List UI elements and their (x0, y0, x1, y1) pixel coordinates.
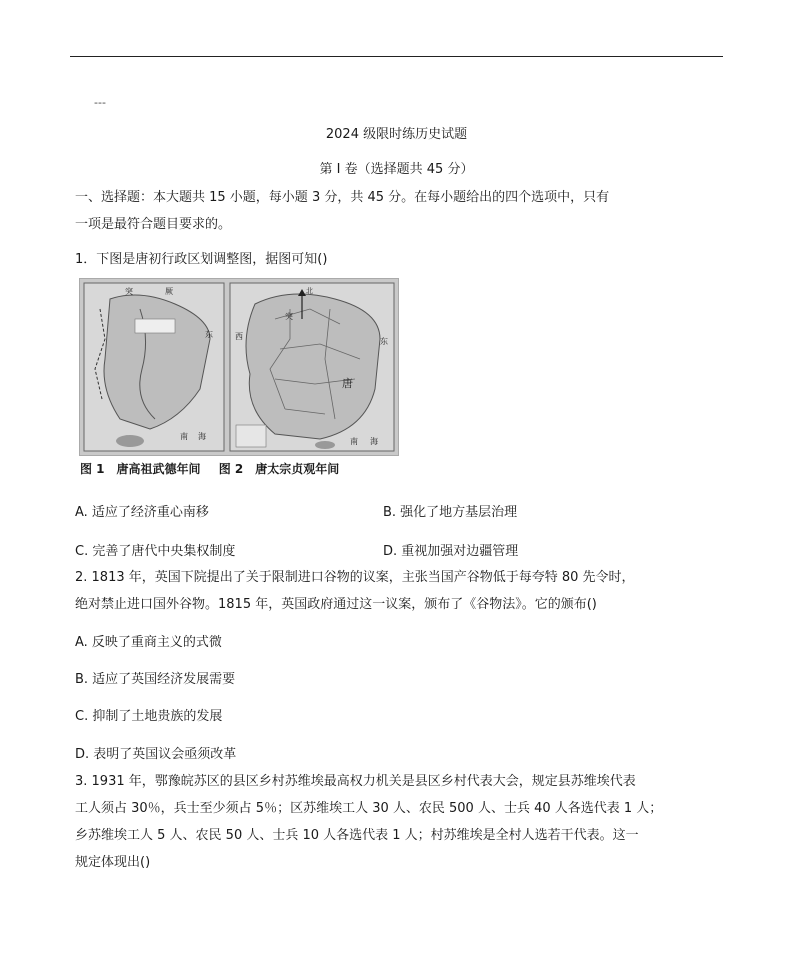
q1-option-b[interactable]: B. 强化了地方基层治理 (383, 505, 518, 520)
map-2 (230, 283, 394, 451)
map2-label-bei: 北 (306, 287, 313, 295)
map2-label-dong: 东 (380, 337, 388, 346)
q2-option-c[interactable]: C. 抑制了土地贵族的发展 (75, 709, 223, 724)
q1-option-d[interactable]: D. 重视加强对边疆管理 (383, 544, 519, 559)
map1-label-nan: 南 (180, 432, 188, 441)
q1-option-c[interactable]: C. 完善了唐代中央集权制度 (75, 544, 236, 559)
q2-option-d[interactable]: D. 表明了英国议会亟须改革 (75, 747, 237, 762)
q3-stem-line-3: 乡苏维埃工人 5 人、农民 50 人、士兵 10 人各选代表 1 人；村苏维埃是全村人选若干代表。这一 (75, 828, 639, 843)
q2-stem-line-2: 绝对禁止进口国外谷物。1815 年，英国政府通过这一议案，颁布了《谷物法》。它的颁布() (75, 597, 597, 612)
map1-label-jue: 厥 (165, 287, 173, 296)
map2-label-nan: 南 (350, 437, 358, 446)
page-title: 2024 级限时练历史试题 (325, 127, 468, 142)
instruction-line-2: 一项是最符合题目要求的。 (75, 217, 232, 232)
q1-stem: 1．下图是唐初行政区划调整图，据图可知() (75, 252, 328, 267)
q3-stem-line-1: 3. 1931 年，鄂豫皖苏区的县区乡村苏维埃最高权力机关是县区乡村代表大会，规定县苏维埃代表 (75, 774, 636, 789)
q3-stem-line-4: 规定体现出() (75, 855, 151, 870)
map1-label-dong: 东 (205, 330, 213, 339)
map-figure (79, 278, 399, 456)
q2-option-b[interactable]: B. 适应了英国经济发展需要 (75, 672, 236, 687)
tang-maps-image (80, 279, 398, 455)
map1-label-hai: 海 (198, 432, 206, 441)
header-rule (70, 56, 723, 57)
map2-label-tu: 突 (285, 312, 293, 321)
map2-label-hai: 海 (370, 437, 378, 446)
map2-label-tang: 唐 (342, 377, 353, 390)
q2-option-a[interactable]: A. 反映了重商主义的式微 (75, 635, 222, 650)
map1-label-tu: 突 (125, 287, 133, 296)
q3-stem-line-2: 工人须占 30％，兵士至少须占 5％；区苏维埃工人 30 人、农民 500 人、士兵 40 人各选代表 1 人； (75, 801, 663, 816)
instruction-line-1: 一、选择题：本大题共 15 小题，每小题 3 分，共 45 分。在每小题给出的四个选项中，只有 (75, 190, 610, 205)
map2-caption: 图 2 唐太宗贞观年间 (218, 462, 340, 476)
q2-stem-line-1: 2. 1813 年，英国下院提出了关于限制进口谷物的议案，主张当国产谷物低于每夸特 80 先令时， (75, 570, 635, 585)
map-1 (84, 283, 224, 451)
map1-caption: 图 1 唐高祖武德年间 (80, 462, 201, 476)
section-subtitle: 第 Ⅰ 卷（选择题共 45 分） (319, 162, 474, 177)
map2-label-xi: 西 (235, 332, 243, 341)
q1-option-a[interactable]: A. 适应了经济重心南移 (75, 505, 209, 520)
header-marker: --- (94, 96, 106, 109)
figure-caption (80, 460, 353, 477)
